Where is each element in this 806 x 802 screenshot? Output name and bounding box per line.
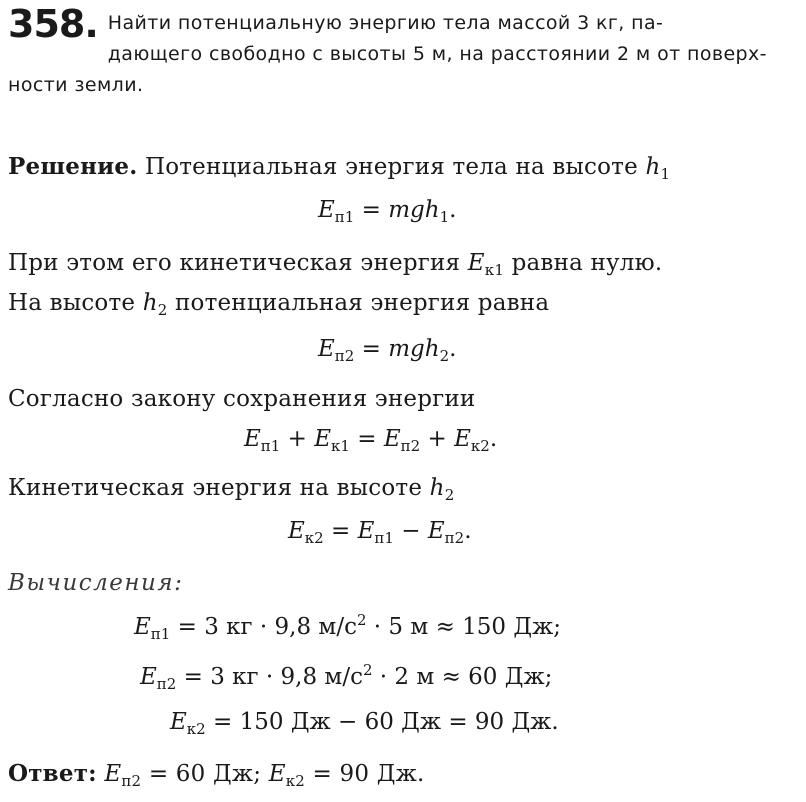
operator: +	[280, 426, 315, 452]
formula-rhs: = mgh	[361, 197, 440, 223]
subscript: к2	[470, 437, 490, 455]
subscript: п2	[400, 437, 421, 455]
solution-label: Решение.	[8, 153, 138, 180]
subscript: к2	[285, 772, 306, 790]
calculation-1	[134, 611, 561, 643]
formula-conservation	[244, 426, 498, 455]
subscript: 2	[157, 301, 168, 319]
var-e: E	[268, 761, 286, 787]
problem-line: Найти потенциальную энергию тела массой 3 кг, па-	[107, 12, 664, 34]
var-e: E	[318, 197, 335, 223]
text: равна нулю.	[504, 250, 663, 276]
solution-line-h2	[8, 290, 550, 319]
var-e: E	[140, 664, 157, 690]
var-e: E	[427, 518, 445, 544]
var-e: E	[170, 709, 187, 735]
subscript: к2	[304, 529, 324, 547]
var-h: h	[429, 475, 445, 501]
subscript: 2	[439, 347, 450, 365]
expression: · 2 м ≈ 60 Дж;	[372, 664, 553, 690]
text: При этом его кинетическая энергия	[8, 250, 468, 276]
var-e: E	[318, 336, 335, 362]
answer	[8, 760, 425, 790]
subscript: п1	[150, 625, 171, 643]
punct: .	[449, 336, 457, 362]
formula-rhs: = mgh	[361, 336, 440, 362]
subscript: п1	[260, 437, 281, 455]
var-e: E	[454, 426, 471, 452]
text: Согласно закону сохранения энергии	[8, 386, 476, 412]
calculation-2	[140, 661, 553, 693]
answer-value: = 90 Дж.	[305, 761, 425, 787]
var-e: E	[104, 761, 122, 787]
subscript: к2	[186, 720, 206, 738]
text: Кинетическая энергия на высоте	[8, 475, 430, 501]
punct: .	[464, 518, 472, 544]
formula-potential-2	[318, 336, 457, 365]
superscript: 2	[356, 611, 367, 629]
operator: +	[420, 426, 455, 452]
subscript: п2	[121, 772, 142, 790]
subscript: 1	[660, 165, 671, 183]
var-e: E	[314, 426, 332, 452]
expression: = 3 кг · 9,8 м/с	[176, 664, 363, 690]
var-e: E	[383, 426, 401, 452]
subscript: 1	[439, 208, 450, 226]
punct: .	[449, 197, 457, 223]
var-e: E	[288, 518, 305, 544]
problem-number: 358.	[8, 2, 98, 46]
superscript: 2	[362, 661, 373, 679]
answer-value: = 60 Дж;	[141, 761, 269, 787]
expression: = 150 Дж − 60 Дж = 90 Дж.	[205, 709, 559, 735]
solution-intro-text: Потенциальная энергия тела на высоте	[144, 154, 638, 180]
var-e: E	[467, 250, 485, 276]
var-e: E	[134, 614, 151, 640]
subscript: к1	[484, 261, 505, 279]
solution-line-kinetic-h2	[8, 475, 455, 504]
solution-line-conservation	[8, 386, 475, 412]
subscript: к1	[331, 437, 350, 455]
answer-label: Ответ:	[8, 760, 97, 787]
formula-potential-1	[318, 197, 457, 226]
solution-intro	[8, 153, 671, 183]
problem-text	[8, 6, 798, 101]
problem-line: ности земли.	[8, 74, 144, 96]
subscript: п1	[334, 208, 355, 226]
subscript: п2	[156, 675, 177, 693]
operator: =	[323, 518, 358, 544]
expression: · 5 м ≈ 150 Дж;	[366, 614, 561, 640]
var-e: E	[357, 518, 375, 544]
var-h: h	[142, 290, 158, 316]
solution-line-kinetic	[8, 250, 663, 279]
punct: .	[489, 426, 498, 452]
var-e: E	[244, 426, 261, 452]
problem-line: дающего свободно с высоты 5 м, на расстоянии 2 м от поверх-	[107, 43, 767, 65]
expression: = 3 кг · 9,8 м/с	[170, 614, 357, 640]
subscript: 2	[444, 486, 455, 504]
calculations-heading: Вычисления:	[8, 570, 184, 596]
subscript: п2	[444, 529, 465, 547]
subscript: п1	[374, 529, 394, 547]
subscript: п2	[334, 347, 355, 365]
text: потенциальная энергия равна	[167, 290, 550, 316]
var-h: h	[645, 154, 661, 180]
formula-kinetic-2	[288, 518, 472, 547]
text: На высоте	[8, 290, 143, 316]
problem-statement	[8, 2, 798, 101]
calculation-3	[170, 709, 559, 738]
operator: −	[393, 518, 428, 544]
operator: =	[349, 426, 384, 452]
